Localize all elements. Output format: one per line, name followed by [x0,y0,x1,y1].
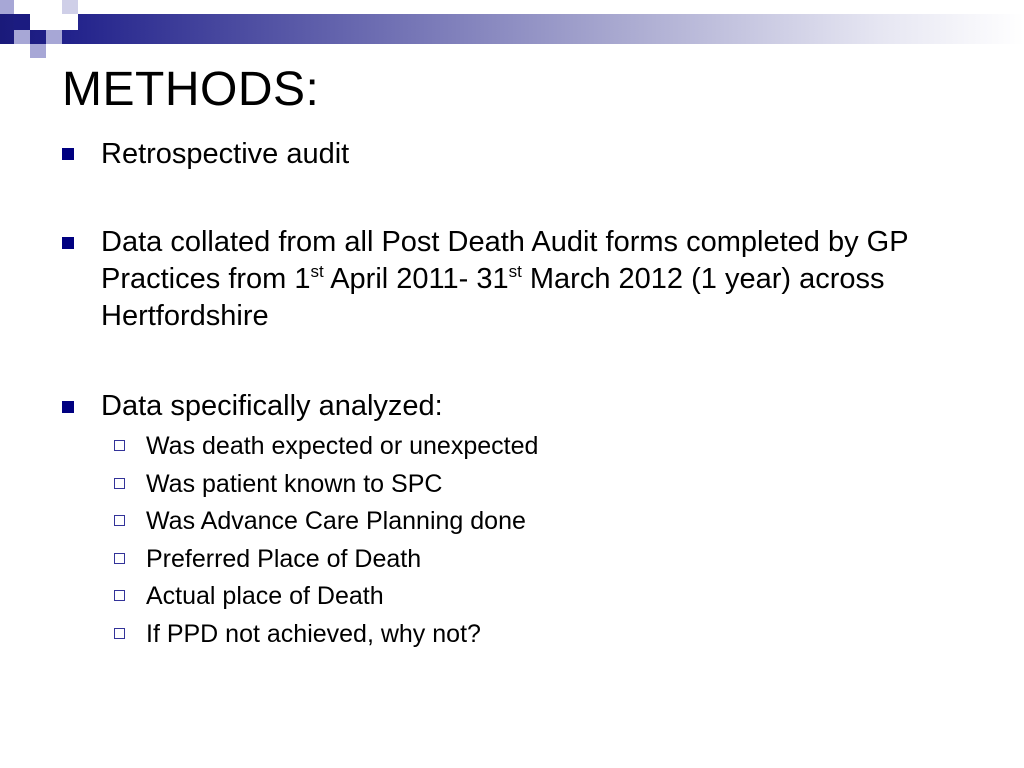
sub-bullet-text: Actual place of Death [146,582,384,610]
square-bullet-icon [62,237,74,249]
decor-square [62,0,78,14]
hollow-square-bullet-icon [114,590,125,601]
sub-bullet-text: Preferred Place of Death [146,545,422,573]
superscript-ordinal: st [508,262,522,281]
decor-square [46,30,62,44]
decor-square [14,14,30,30]
superscript-ordinal: st [310,262,324,281]
sub-bullet-text: If PPD not achieved, why not? [146,620,481,648]
header-gradient-band [0,14,1024,44]
decor-square [48,0,62,14]
square-bullet-icon [62,148,74,160]
square-bullet-icon [62,401,74,413]
hollow-square-bullet-icon [114,440,125,451]
bullet-text-part: April 2011- 31 [323,263,509,295]
decor-square [14,30,30,44]
decor-square [62,14,78,30]
decor-square [0,0,14,14]
bullet-text [101,224,961,335]
hollow-square-bullet-icon [114,515,125,526]
sub-bullet-text: Was patient known to SPC [146,470,443,498]
slide-title: METHODS: [62,63,320,116]
hollow-square-bullet-icon [114,478,125,489]
bullet-text-part: Data collated from all Post Death Audit forms completed by GP Practices from 1 [101,226,909,295]
decor-square [30,14,62,30]
bullet-text: Retrospective audit [101,138,350,170]
sub-bullet-text: Was Advance Care Planning done [146,507,526,535]
hollow-square-bullet-icon [114,553,125,564]
hollow-square-bullet-icon [114,628,125,639]
bullet-text-part: March 2012 (1 year) across Hertfordshire [101,263,885,332]
sub-bullet-text: Was death expected or unexpected [146,432,539,460]
bullet-text: Data specifically analyzed: [101,390,443,422]
decor-square [30,44,46,58]
